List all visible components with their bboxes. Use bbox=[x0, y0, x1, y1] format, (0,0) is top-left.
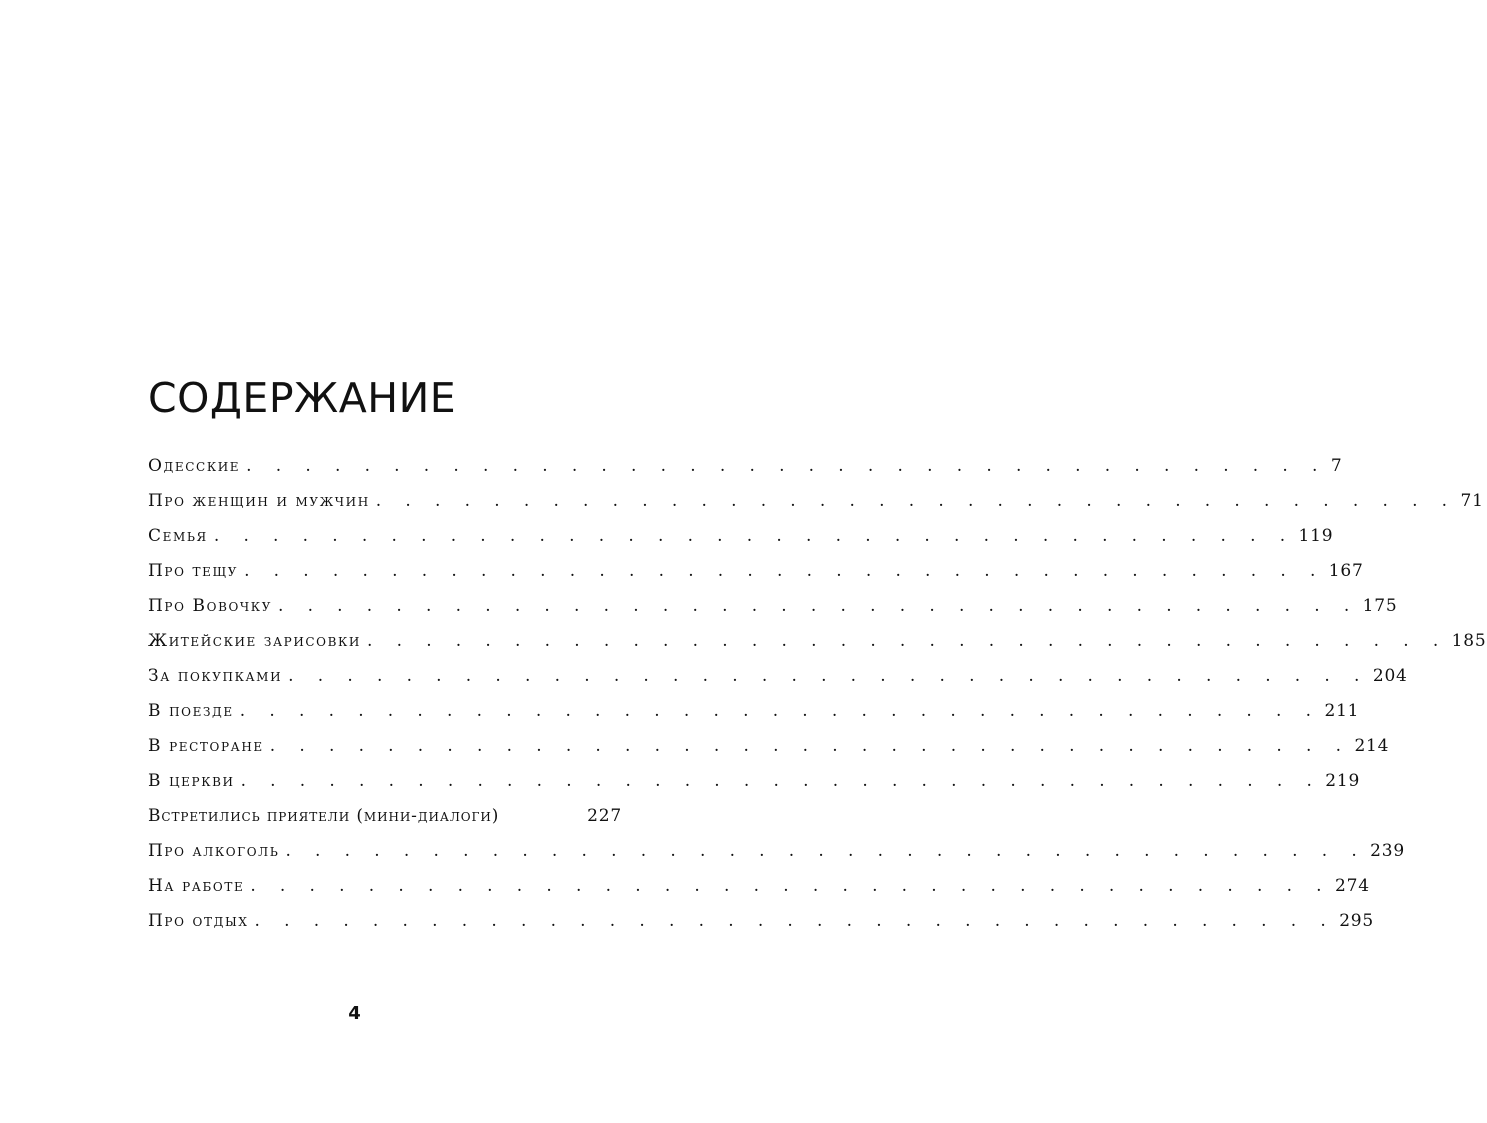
dot-leader: . . . . . . . . . . . . . . . . . . . . . . . . . . . . . . . . . . . . . bbox=[277, 595, 1359, 616]
toc-entry-page: 185 bbox=[1451, 630, 1487, 651]
toc-entry-page: 295 bbox=[1339, 910, 1375, 931]
toc-entry-page: 204 bbox=[1372, 665, 1408, 686]
dot-leader: . . . . . . . . . . . . . . . . . . . . . . . . . . . . . . . . . . . . . bbox=[244, 560, 1325, 581]
toc-entry-page: 214 bbox=[1354, 735, 1390, 756]
toc-entry-vstretilis-priyateli[interactable] bbox=[148, 798, 622, 833]
toc-entry-title: В поезде bbox=[148, 700, 234, 721]
page-title: СОДЕРЖАНИЕ bbox=[148, 374, 457, 422]
dot-leader: . . . . . . . . . . . . . . . . . . . . . . . . . . . . . . . . . . . . . bbox=[285, 840, 1367, 861]
dot-leader: . . . . . . . . . . . . . . . . . . . . . . . . . . . . . . . . . . . . . bbox=[213, 525, 1295, 546]
toc-entry-title: Встретились приятели (мини-диалоги) bbox=[148, 805, 500, 826]
dot-leader: . . . . . . . . . . . . . . . . . . . . . . . . . . . . . . . . . . . . . bbox=[366, 630, 1448, 651]
toc-entry-page: 227 bbox=[587, 805, 622, 826]
toc-entry-semya[interactable] bbox=[148, 518, 1334, 553]
toc-entry-title: В церкви bbox=[148, 770, 235, 791]
toc-entry-title: Одесские bbox=[148, 455, 241, 476]
toc-entry-title: На работе bbox=[148, 875, 245, 896]
toc-entry-v-poezde[interactable] bbox=[148, 693, 1360, 728]
toc-entry-page: 71 bbox=[1460, 490, 1484, 511]
table-of-contents bbox=[148, 448, 1487, 938]
toc-entry-page: 219 bbox=[1325, 770, 1361, 791]
dot-leader: . . . . . . . . . . . . . . . . . . . . . . . . . . . . . . . . . . . . . bbox=[239, 700, 1321, 721]
toc-entry-page: 274 bbox=[1335, 875, 1370, 896]
dot-leader: . . . . . . . . . . . . . . . . . . . . . . . . . . . . . . . . . . . . . bbox=[246, 455, 1327, 476]
toc-entry-zhiteyskie[interactable] bbox=[148, 623, 1487, 658]
toc-entry-v-restorane[interactable] bbox=[148, 728, 1390, 763]
toc-entry-title: Про Вовочку bbox=[148, 595, 272, 616]
toc-entry-page: 119 bbox=[1298, 525, 1334, 546]
toc-entry-title: За покупками bbox=[148, 665, 283, 686]
toc-entry-page: 7 bbox=[1330, 455, 1343, 476]
dot-leader: . . . . . . . . . . . . . . . . . . . . . . . . . . . . . . . . . . . . . bbox=[288, 665, 1369, 686]
toc-entry-title: Про отдых bbox=[148, 910, 249, 931]
dot-leader: . . . . . . . . . . . . . . . . . . . . . . . . . . . . . . . . . . . . . bbox=[375, 490, 1457, 511]
toc-entry-title: Житейские зарисовки bbox=[148, 630, 361, 651]
toc-entry-pro-vovochku[interactable] bbox=[148, 588, 1398, 623]
toc-entry-page: 239 bbox=[1370, 840, 1405, 861]
dot-leader: . . . . . . . . . . . . . . . . . . . . . . . . . . . . . . . . . . . . . bbox=[269, 735, 1351, 756]
toc-entry-pro-alkogol[interactable] bbox=[148, 833, 1405, 868]
toc-entry-page: 211 bbox=[1324, 700, 1360, 721]
toc-entry-title: В ресторане bbox=[148, 735, 264, 756]
toc-entry-na-rabote[interactable] bbox=[148, 868, 1370, 903]
page-number: 4 bbox=[348, 1003, 361, 1024]
toc-entry-v-tserkvi[interactable] bbox=[148, 763, 1361, 798]
toc-entry-page: 175 bbox=[1362, 595, 1398, 616]
dot-leader: . . . . . . . . . . . . . . . . . . . . . . . . . . . . . . . . . . . . . bbox=[254, 910, 1336, 931]
toc-entry-pro-zhenshchin[interactable] bbox=[148, 483, 1484, 518]
toc-entry-title: Про алкоголь bbox=[148, 840, 280, 861]
toc-entry-title: Про тещу bbox=[148, 560, 239, 581]
toc-entry-page: 167 bbox=[1328, 560, 1364, 581]
toc-entry-odesskie[interactable] bbox=[148, 448, 1343, 483]
toc-entry-pro-otdykh[interactable] bbox=[148, 903, 1375, 938]
toc-entry-pro-teshchu[interactable] bbox=[148, 553, 1364, 588]
toc-entry-title: Про женщин и мужчин bbox=[148, 490, 370, 511]
toc-entry-za-pokupkami[interactable] bbox=[148, 658, 1408, 693]
dot-leader: . . . . . . . . . . . . . . . . . . . . . . . . . . . . . . . . . . . . . bbox=[250, 875, 1331, 896]
dot-leader: . . . . . . . . . . . . . . . . . . . . . . . . . . . . . . . . . . . . . bbox=[240, 770, 1322, 791]
toc-entry-title: Семья bbox=[148, 525, 208, 546]
